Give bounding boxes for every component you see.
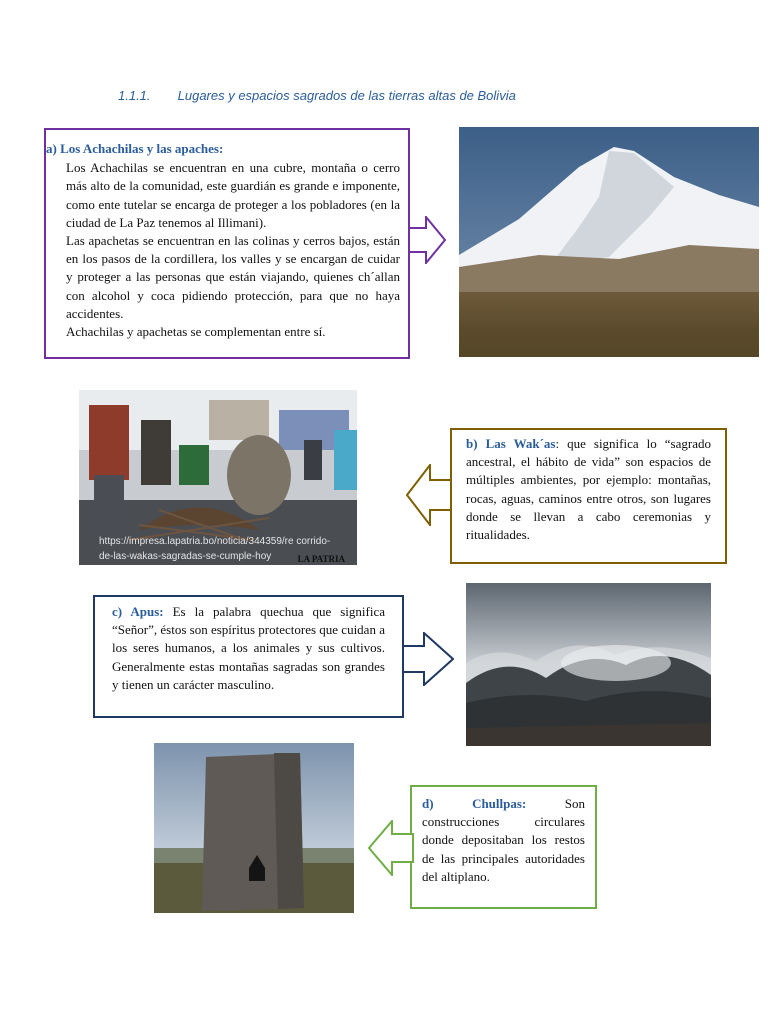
chullpas-text: construcciones circulares donde depositaban los restos de las principales autoridades del altiplano.: [422, 814, 585, 884]
wakas-box: [450, 428, 727, 564]
achachilas-box: [44, 128, 410, 359]
section-heading: [118, 88, 516, 103]
heading-number: 1.1.1.: [118, 88, 151, 103]
heading-title: Lugares y espacios sagrados de las tierras altas de Bolivia: [177, 88, 516, 103]
achachilas-paragraph-2: Las apachetas se encuentran en las colinas y cerros bajos, están en los pasos de la cordillera, los valles y se encargan de cuidar y proteger a las personas que están viajando, quienes ch´allan con alcohol y coca pidiendo protección, para que no haya accidentes.: [66, 233, 400, 321]
photo-source-caption: https://impresa.lapatria.bo/noticia/344359/re corrido-de-las-wakas-sagradas-se-cumple-hoy: [99, 536, 331, 562]
ceremony-photo: [79, 390, 357, 565]
wakas-label: b) Las Wak´as: [466, 436, 556, 451]
chullpas-word: Chullpas:: [472, 796, 527, 811]
arrow-left-icon: [406, 464, 452, 526]
achachilas-paragraph-1: Los Achachilas se encuentran en una cubre, montaña o cerro más alto de la comunidad, este guardián es grande e imponente, como ente tutelar se encarga de proteger a los pobladores (en la ciudad de La Paz tenemos al Illimani).: [66, 160, 400, 230]
wakas-text: : que significa lo “sagrado ancestral, el hábito de vida” son espacios de múltiples ambientes, por ejemplo: montañas, rocas, aguas, caminos entre otros, son lugares donde se llevan a cabo ceremonias y ritualidades.: [466, 436, 711, 543]
misty-hills-photo: [466, 583, 711, 746]
apus-text: Es la palabra quechua que significa “Señor”, éstos son espíritus protectores que cuidan a los seres humanos, a los animales y sus cultivos. Generalmente estas montañas sagradas son grandes y tienen un carácter masculino.: [112, 604, 385, 692]
arrow-right-icon: [408, 216, 446, 264]
chullpa-tower-photo: [154, 743, 354, 913]
mountain-photo: [459, 127, 759, 357]
chullpas-box: [410, 785, 597, 909]
chullpas-son: Son: [564, 796, 585, 811]
achachilas-paragraph-3: Achachilas y apachetas se complementan entre sí.: [66, 324, 326, 340]
arrow-left-icon: [368, 820, 414, 876]
chullpas-letter: d): [422, 796, 434, 811]
achachilas-label: a) Los Achachilas y las apaches:: [46, 141, 224, 156]
chullpas-label: [422, 795, 585, 813]
apus-label: c) Apus:: [112, 604, 164, 619]
watermark: LA PATRIA: [297, 554, 345, 564]
apus-box: [93, 595, 404, 718]
arrow-right-icon: [402, 632, 454, 686]
